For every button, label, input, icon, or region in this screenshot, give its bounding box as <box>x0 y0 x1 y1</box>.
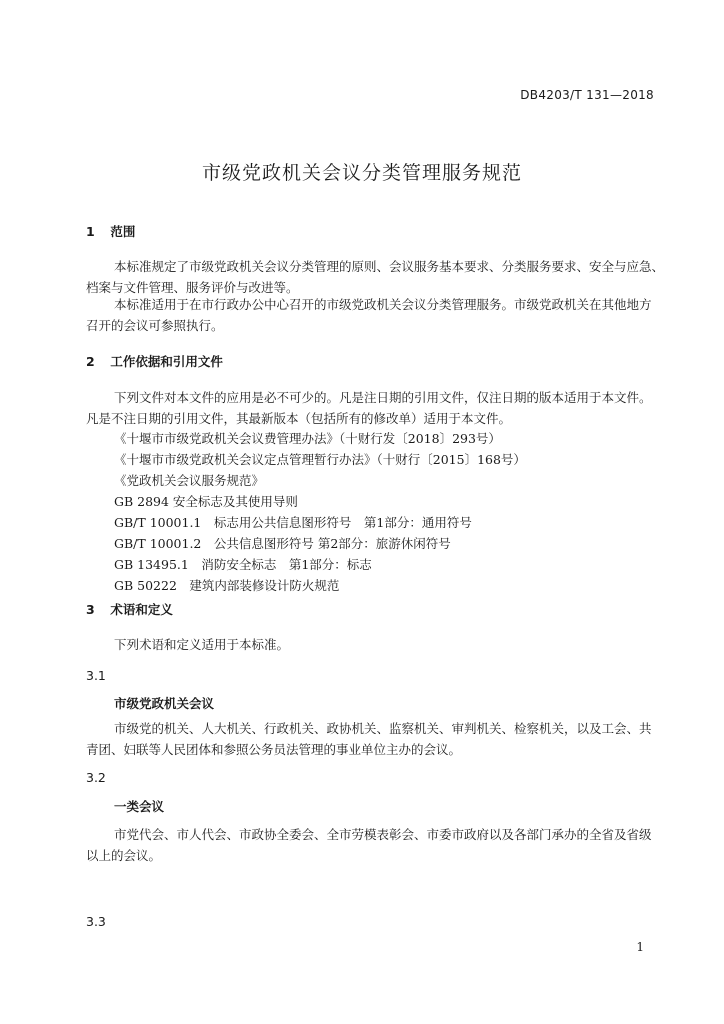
reference-item: GB 2894 安全标志及其使用导则 <box>114 494 298 509</box>
section-2-heading <box>86 352 223 370</box>
text-line: 下列文件对本文件的应用是必不可少的。凡是注日期的引用文件，仅注日期的版本适用于本文件。 <box>114 390 652 405</box>
reference-item: GB 50222 建筑内部装修设计防火规范 <box>114 578 340 593</box>
section-1-heading <box>86 222 135 240</box>
section-3-heading <box>86 600 173 618</box>
standard-code: DB4203/T 131—2018 <box>520 88 654 102</box>
section-number: 2 <box>86 354 95 369</box>
term-name: 一类会议 <box>114 799 165 814</box>
section-title: 工作依据和引用文件 <box>110 354 223 369</box>
page-number: 1 <box>636 940 644 954</box>
text-line: 档案与文件管理、服务评价与改进等。 <box>86 280 299 295</box>
term-definition <box>86 824 660 866</box>
term-definition <box>86 718 660 760</box>
text-line: 青团、妇联等人民团体和参照公务员法管理的事业单位主办的会议。 <box>86 742 462 757</box>
term-name: 市级党政机关会议 <box>114 696 215 711</box>
reference-item: 《十堰市市级党政机关会议费管理办法》（十财行发〔2018〕293号） <box>114 431 501 446</box>
reference-item: 《十堰市市级党政机关会议定点管理暂行办法》（十财行〔2015〕168号） <box>114 452 526 467</box>
scope-paragraph-1 <box>86 256 665 298</box>
section-number: 3 <box>86 602 95 617</box>
terms-intro <box>86 634 660 655</box>
clause-number: 3.1 <box>86 668 106 683</box>
text-line: 召开的会议可参照执行。 <box>86 318 224 333</box>
text-line: 本标准规定了市级党政机关会议分类管理的原则、会议服务基本要求、分类服务要求、安全与应急、 <box>114 259 665 274</box>
clause-number: 3.3 <box>86 914 106 929</box>
reference-item: GB/T 10001.2 公共信息图形符号 第2部分：旅游休闲符号 <box>114 536 451 551</box>
section-title: 术语和定义 <box>110 602 173 617</box>
reference-item: GB/T 10001.1 标志用公共信息图形符号 第1部分：通用符号 <box>114 515 472 530</box>
reference-item: 《党政机关会议服务规范》 <box>114 473 265 488</box>
text-line: 市党代会、市人代会、市政协全委会、全市劳模表彰会、市委市政府以及各部门承办的全省及省级 <box>114 827 652 842</box>
text-line: 本标准适用于在市行政办公中心召开的市级党政机关会议分类管理服务。市级党政机关在其他地方 <box>114 297 652 312</box>
reference-item: GB 13495.1 消防安全标志 第1部分：标志 <box>114 557 372 572</box>
scope-paragraph-2 <box>86 294 660 336</box>
section-number: 1 <box>86 224 95 239</box>
text-line: 市级党的机关、人大机关、行政机关、政协机关、监察机关、审判机关、检察机关，以及工会、共 <box>114 721 652 736</box>
clause-number: 3.2 <box>86 770 106 785</box>
text-line: 下列术语和定义适用于本标准。 <box>114 637 290 652</box>
references-intro <box>86 387 660 429</box>
reference-list <box>114 428 526 596</box>
document-title: 市级党政机关会议分类管理服务规范 <box>201 162 522 184</box>
text-line: 凡是不注日期的引用文件，其最新版本（包括所有的修改单）适用于本文件。 <box>86 411 512 426</box>
section-title: 范围 <box>110 224 136 239</box>
text-line: 以上的会议。 <box>86 848 162 863</box>
